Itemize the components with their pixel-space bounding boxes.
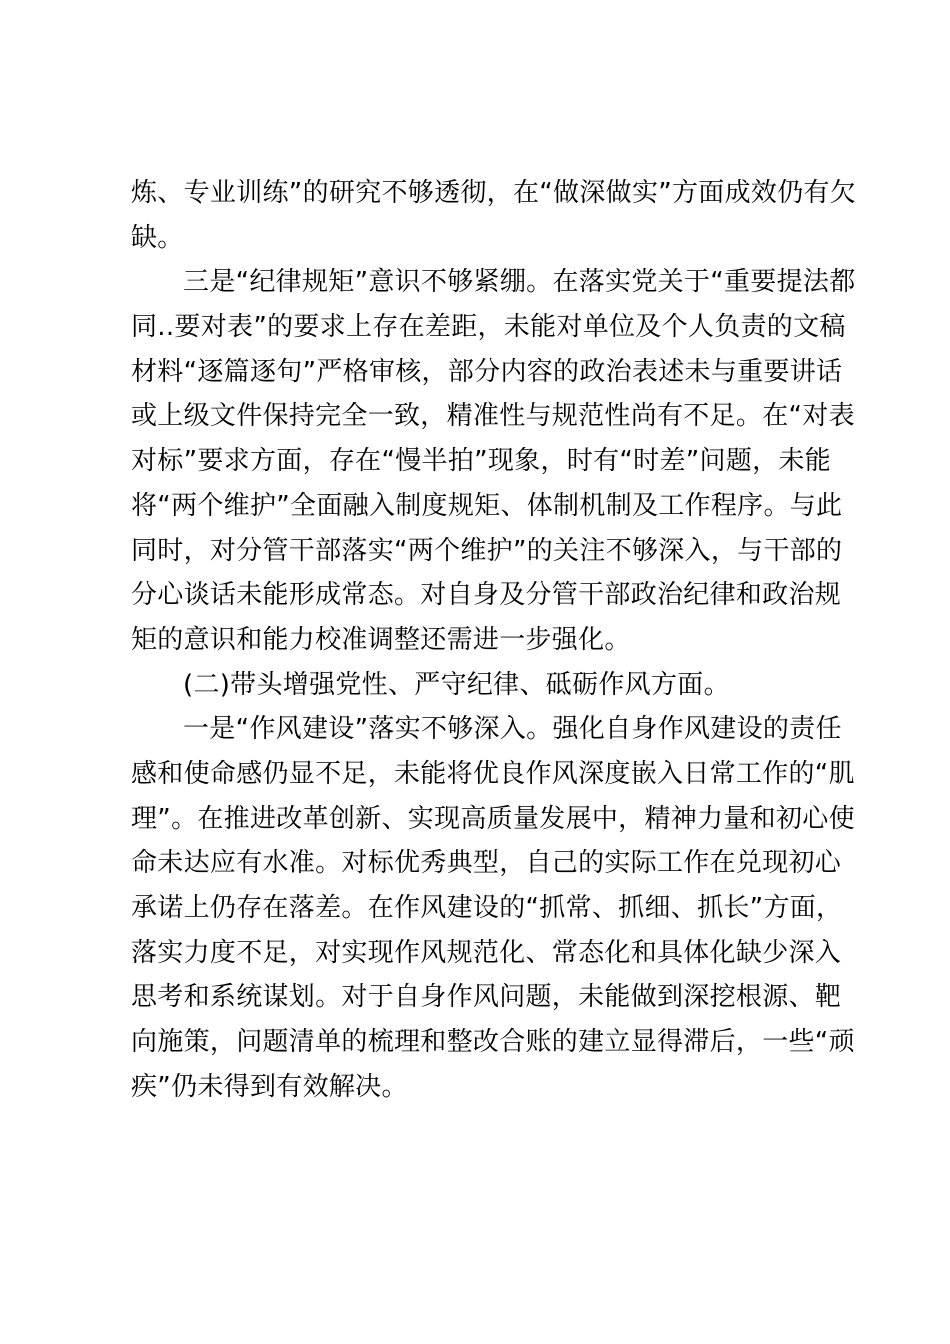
text-line: 对标”要求方面，存在“慢半拍”现象，时有“时差”问题，未能 [131, 446, 832, 477]
text-line: 疾”仍未得到有效解决。 [131, 1071, 408, 1102]
text-line: 向施策，问题清单的梳理和整改合账的建立显得滞后，一些“顽 [131, 1027, 855, 1058]
text-line: 落实力度不足，对实现作风规范化、常态化和具体化缺少深入 [131, 937, 842, 968]
paragraph-start-line: 一是“作风建设”落实不够深入。强化自身作风建设的责任 [183, 714, 842, 745]
text-line: 承诺上仍存在落差。在作风建设的“抓常、抓细、抓长”方面， [131, 893, 843, 923]
text-line: 同..要对表”的要求上存在差距，未能对单位及个人负责的文稿 [131, 312, 846, 343]
document-body [131, 171, 857, 1109]
text-line: 缺。 [131, 222, 184, 253]
text-line: 思考和系统谋划。对于自身作风问题，未能做到深挖根源、靶 [131, 982, 842, 1013]
text-line: 同时，对分管干部落实“两个维护”的关注不够深入，与干部的 [131, 535, 843, 566]
paragraph-start-line: 三是“纪律规矩”意识不够紧绷。在落实党关于“重要提法都 [183, 267, 856, 298]
text-line: 矩的意识和能力校准调整还需进一步强化。 [131, 624, 631, 655]
text-line: 命未达应有水准。对标优秀典型，自己的实际工作在兑现初心 [131, 848, 842, 879]
text-line: 材料“逐篇逐句”严格审核，部分内容的政治表述未与重要讲话 [131, 356, 843, 387]
text-line: 将“两个维护”全面融入制度规矩、体制机制及工作程序。与此 [131, 490, 843, 521]
text-line: 分心谈话未能形成常态。对自身及分管干部政治纪律和政治规 [131, 580, 842, 611]
text-line: 或上级文件保持完全一致，精准性与规范性尚有不足。在“对表 [131, 401, 855, 432]
text-line: 理”。在推进改革创新、实现高质量发展中，精神力量和初心使 [131, 803, 855, 834]
text-line: 感和使命感仍显不足，未能将优良作风深度嵌入日常工作的“肌 [131, 758, 855, 789]
text-line: 炼、专业训练”的研究不够透彻，在“做深做实”方面成效仍有欠 [131, 178, 857, 208]
section-heading: (二)带头增强党性、严守纪律、砥砺作风方面。 [183, 669, 730, 700]
